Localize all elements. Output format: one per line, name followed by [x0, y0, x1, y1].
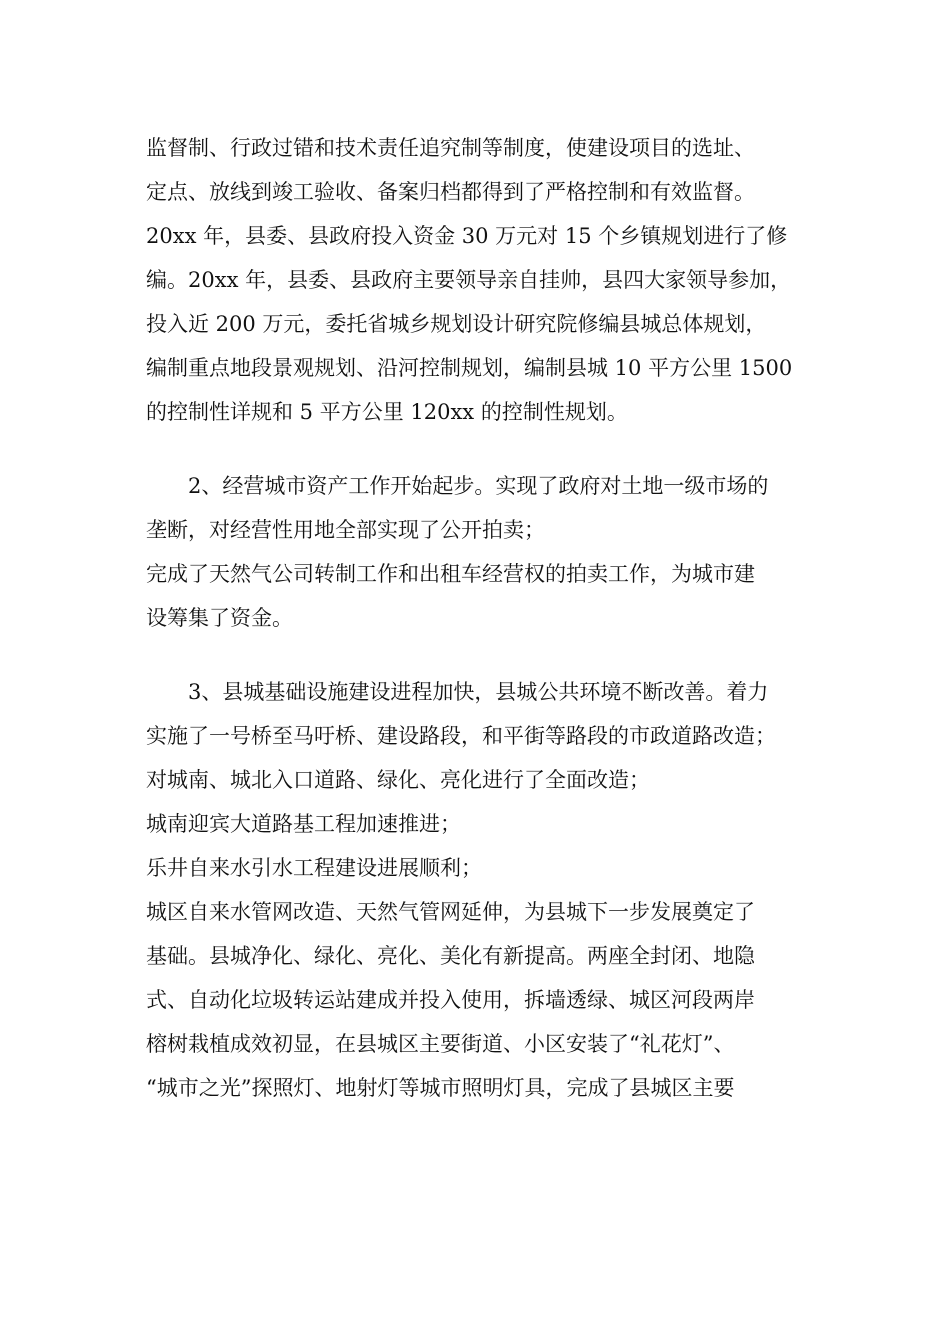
text-line: 对城南、城北入口道路、绿化、亮化进行了全面改造； — [146, 768, 650, 792]
paragraph-gap — [146, 434, 826, 464]
text-line: 设筹集了资金。 — [146, 606, 293, 630]
text-line: 投入近 200 万元，委托省城乡规划设计研究院修编县城总体规划， — [146, 312, 767, 336]
text-line: 编。20xx 年，县委、县政府主要领导亲自挂帅，县四大家领导参加， — [146, 268, 792, 292]
text-line: 3、县城基础设施建设进程加快，县城公共环境不断改善。着力 — [146, 680, 769, 704]
paragraph-gap — [146, 640, 826, 670]
text-line: 监督制、行政过错和技术责任追究制等制度，使建设项目的选址、 — [146, 136, 755, 160]
text-line: 垄断，对经营性用地全部实现了公开拍卖； — [146, 518, 545, 542]
text-line: 实施了一号桥至马吁桥、建设路段，和平街等路段的市政道路改造； — [146, 724, 776, 748]
text-line: 完成了天然气公司转制工作和出租车经营权的拍卖工作，为城市建 — [146, 562, 755, 586]
text-line: 编制重点地段景观规划、沿河控制规划，编制县城 10 平方公里 1500 — [146, 356, 793, 380]
text-line: 20xx 年，县委、县政府投入资金 30 万元对 15 个乡镇规划进行了修 — [146, 224, 788, 248]
text-line: 城南迎宾大道路基工程加速推进； — [146, 812, 461, 836]
text-line: 2、经营城市资产工作开始起步。实现了政府对土地一级市场的 — [146, 474, 769, 498]
text-line: 乐井自来水引水工程建设进展顺利； — [146, 856, 482, 880]
text-line: 定点、放线到竣工验收、备案归档都得到了严格控制和有效监督。 — [146, 180, 755, 204]
text-line: “城市之光”探照灯、地射灯等城市照明灯具，完成了县城区主要 — [146, 1076, 735, 1100]
text-line: 榕树栽植成效初显，在县城区主要街道、小区安装了“礼花灯”、 — [146, 1032, 735, 1056]
text-line: 式、自动化垃圾转运站建成并投入使用，拆墙透绿、城区河段两岸 — [146, 988, 755, 1012]
text-line: 的控制性详规和 5 平方公里 120xx 的控制性规划。 — [146, 400, 628, 424]
document-body — [146, 126, 826, 1110]
text-line: 城区自来水管网改造、天然气管网延伸，为县城下一步发展奠定了 — [146, 900, 755, 924]
text-line: 基础。县城净化、绿化、亮化、美化有新提高。两座全封闭、地隐 — [146, 944, 755, 968]
